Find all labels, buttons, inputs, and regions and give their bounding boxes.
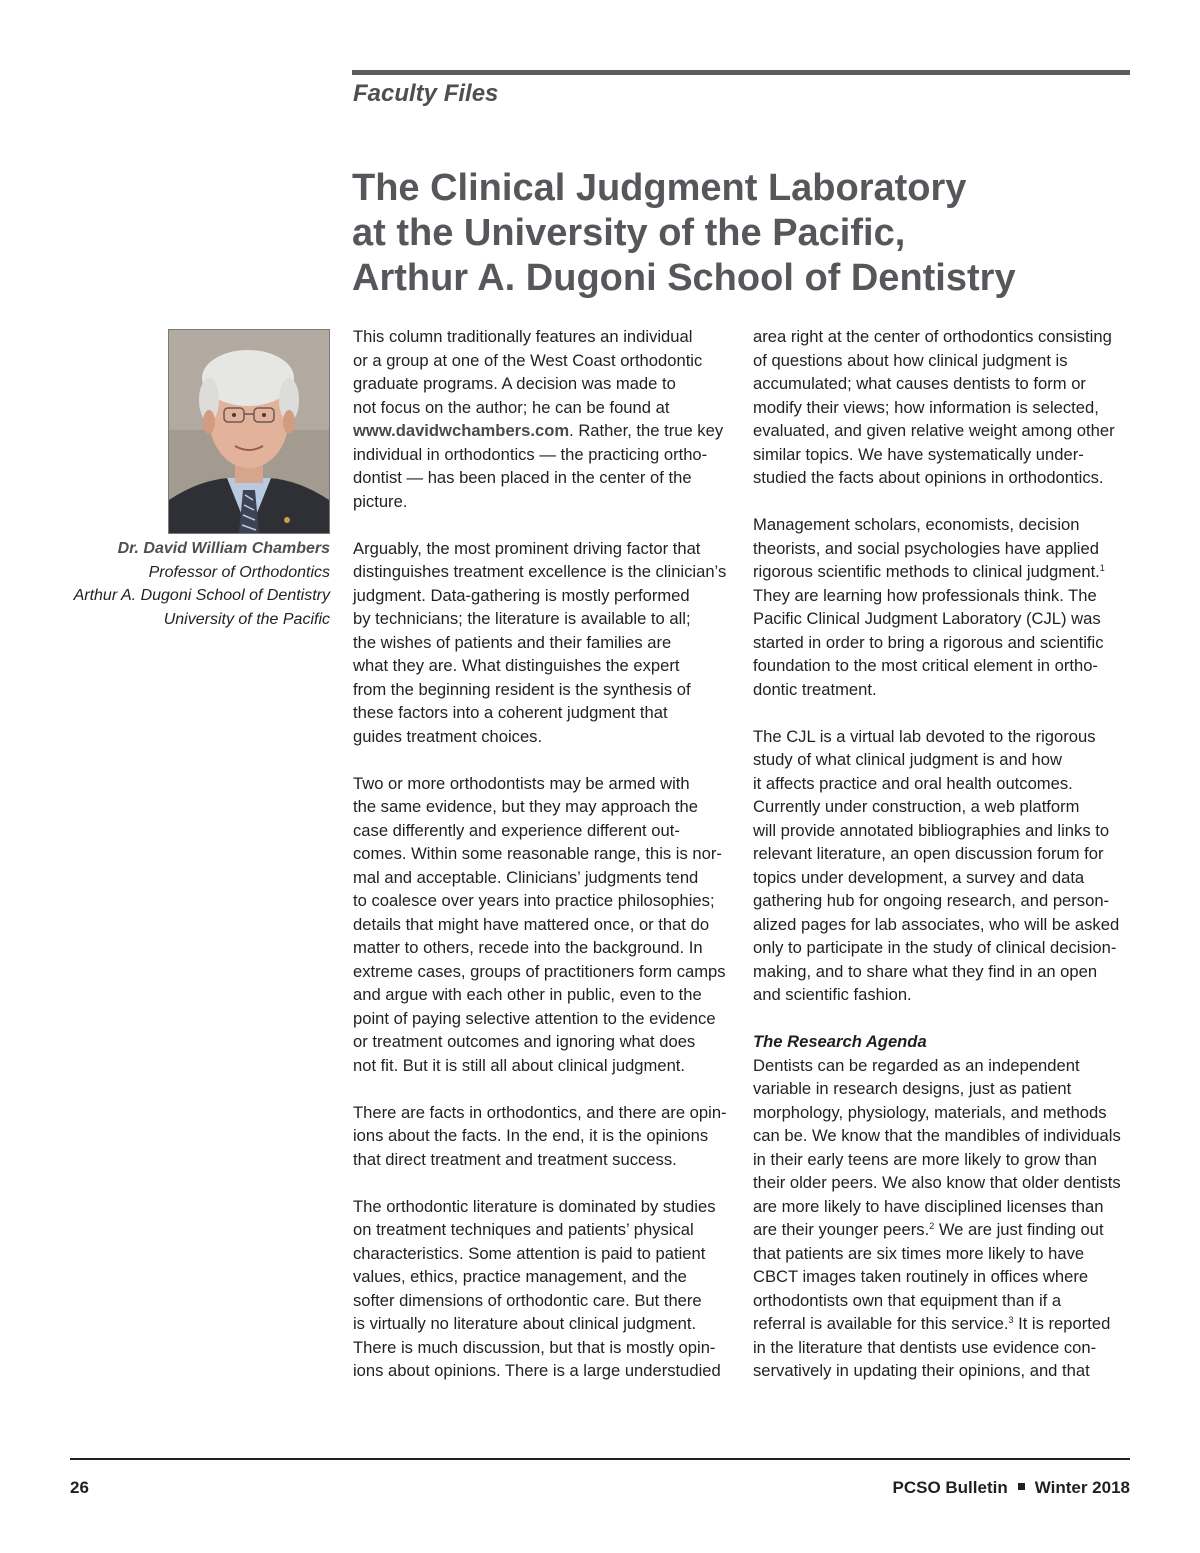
text-fragment: rigorous scientific methods to clinical judgment. — [753, 562, 1100, 581]
text-line: that direct treatment and treatment success. — [353, 1149, 677, 1169]
paragraph — [753, 1030, 1133, 1383]
separator-square-icon — [1018, 1483, 1025, 1490]
text-line: There is much discussion, but that is mostly opin- — [353, 1337, 716, 1357]
article-title — [352, 166, 1130, 301]
text-line: alized pages for lab associates, who will be asked — [753, 914, 1120, 934]
text-line: mal and acceptable. Clinicians’ judgments tend — [353, 867, 699, 887]
text-line: of questions about how clinical judgment is — [753, 350, 1068, 370]
paragraph — [353, 1101, 733, 1172]
text-line: from the beginning resident is the synthesis of — [353, 679, 691, 699]
text-line: and argue with each other in public, even to the — [353, 985, 702, 1004]
title-line: Arthur A. Dugoni School of Dentistry — [352, 257, 1016, 299]
text-line — [353, 419, 733, 443]
text-line: variable in research designs, just as patient — [753, 1079, 1072, 1098]
text-line: studied the facts about opinions in orthodontics. — [753, 468, 1104, 487]
text-line: will provide annotated bibliographies and links to — [753, 820, 1110, 840]
text-line: and scientific fashion. — [753, 985, 912, 1004]
text-line: guides treatment choices. — [353, 726, 543, 746]
text-fragment: We are just finding out — [934, 1220, 1104, 1239]
text-line: characteristics. Some attention is paid to patient — [353, 1243, 706, 1263]
text-line: in the literature that dentists use evidence con- — [753, 1337, 1097, 1357]
text-line: gathering hub for ongoing research, and person- — [753, 891, 1110, 910]
text-line: comes. Within some reasonable range, this is nor- — [353, 844, 722, 863]
text-line: Pacific Clinical Judgment Laboratory (CJL) was — [753, 609, 1101, 628]
paragraph — [353, 1195, 733, 1383]
text-line: by technicians; the literature is available to all; — [353, 609, 691, 628]
title-line: The Clinical Judgment Laboratory — [352, 167, 967, 209]
text-line: morphology, physiology, materials, and methods — [753, 1102, 1107, 1122]
text-line: the same evidence, but they may approach the — [353, 797, 698, 816]
footnote-ref: 3 — [1008, 1315, 1014, 1325]
text-line: There are facts in orthodontics, and there are opin- — [353, 1102, 727, 1122]
author-name: Dr. David William Chambers — [117, 540, 330, 557]
text-line: graduate programs. A decision was made to — [353, 374, 676, 393]
text-line: these factors into a coherent judgment that — [353, 703, 668, 722]
text-line: or a group at one of the West Coast orthodontic — [353, 350, 703, 370]
text-fragment: It is reported — [1013, 1314, 1111, 1333]
text-line: judgment. Data-gathering is mostly performed — [353, 585, 690, 605]
title-line: at the University of the Pacific, — [352, 212, 906, 254]
text-line: softer dimensions of orthodontic care. But there — [353, 1290, 702, 1310]
header-rule — [352, 70, 1130, 75]
text-line: area right at the center of orthodontics consisting — [753, 327, 1112, 346]
publication-name: PCSO Bulletin — [892, 1478, 1008, 1497]
text-line: on treatment techniques and patients’ physical — [353, 1220, 694, 1239]
text-line: Management scholars, economists, decision — [753, 515, 1080, 534]
text-fragment: referral is available for this service. — [753, 1314, 1009, 1333]
footer-publication — [892, 1478, 1130, 1498]
author-website-link[interactable]: www.davidwchambers.com — [353, 421, 570, 440]
text-line: individual in orthodontics — the practicing ortho- — [353, 444, 708, 464]
text-line: is virtually no literature about clinical judgment. — [353, 1314, 697, 1333]
text-line: This column traditionally features an individual — [353, 327, 693, 346]
text-line: that patients are six times more likely to have — [753, 1243, 1085, 1263]
text-line: ions about the facts. In the end, it is the opinions — [353, 1126, 709, 1145]
text-line: CBCT images taken routinely in offices where — [753, 1267, 1089, 1286]
section-label: Faculty Files — [353, 80, 499, 107]
text-line: the wishes of patients and their families are — [353, 632, 672, 652]
text-line: The orthodontic literature is dominated by studies — [353, 1196, 716, 1216]
text-line: evaluated, and given relative weight among other — [753, 421, 1115, 440]
text-line — [753, 1218, 1133, 1242]
section-subheading: The Research Agenda — [753, 1032, 927, 1051]
footnote-ref: 1 — [1099, 563, 1105, 573]
text-line — [753, 1312, 1133, 1336]
paragraph — [753, 325, 1133, 490]
text-line: relevant literature, an open discussion forum for — [753, 844, 1104, 863]
paragraph — [753, 513, 1133, 701]
text-line: point of paying selective attention to the evidence — [353, 1008, 716, 1028]
page-number: 26 — [70, 1478, 89, 1497]
issue-date: Winter 2018 — [1034, 1478, 1130, 1497]
column-right — [753, 325, 1133, 1406]
text-line: modify their views; how information is selected, — [753, 397, 1099, 417]
text-line: They are learning how professionals think. The — [753, 585, 1097, 605]
text-line: study of what clinical judgment is and how — [753, 750, 1062, 769]
text-line: their older peers. We also know that older dentists — [753, 1173, 1121, 1192]
text-line: similar topics. We have systematically under- — [753, 444, 1084, 464]
text-line: are more likely to have disciplined licenses than — [753, 1196, 1104, 1216]
paragraph — [353, 772, 733, 1078]
text-line: not fit. But it is still all about clinical judgment. — [353, 1055, 686, 1075]
footnote-ref: 2 — [929, 1221, 935, 1231]
text-line: Arguably, the most prominent driving factor that — [353, 538, 701, 558]
text-line: it affects practice and oral health outcomes. — [753, 773, 1073, 793]
author-photo — [168, 329, 330, 534]
text-line: The CJL is a virtual lab devoted to the rigorous — [753, 726, 1096, 746]
text-line: orthodontists own that equipment than if a — [753, 1290, 1062, 1310]
text-line: what they are. What distinguishes the expert — [353, 656, 680, 675]
text-fragment: are their younger peers. — [753, 1220, 930, 1239]
column-left — [353, 325, 733, 1406]
text-line: Dentists can be regarded as an independent — [753, 1055, 1080, 1075]
text-line: started in order to bring a rigorous and scientific — [753, 632, 1104, 652]
text-line: to coalesce over years into practice philosophies; — [353, 891, 715, 910]
text-line: Two or more orthodontists may be armed with — [353, 773, 690, 793]
text-line: servatively in updating their opinions, and that — [753, 1361, 1090, 1380]
text-line: or treatment outcomes and ignoring what does — [353, 1032, 696, 1051]
text-line: case differently and experience different out- — [353, 820, 680, 840]
text-line: accumulated; what causes dentists to form or — [753, 374, 1086, 393]
text-line: not focus on the author; he can be found at — [353, 397, 670, 417]
text-line — [753, 560, 1133, 584]
author-school: Arthur A. Dugoni School of Dentistry — [73, 587, 330, 604]
text-line: dontic treatment. — [753, 679, 877, 699]
paragraph — [353, 537, 733, 749]
paragraph — [753, 725, 1133, 1007]
author-caption — [40, 537, 330, 631]
text-line: matter to others, recede into the background. In — [353, 938, 703, 957]
text-fragment: . Rather, the true key — [569, 421, 724, 440]
text-line: foundation to the most critical element in ortho- — [753, 656, 1098, 675]
text-line: picture. — [353, 491, 408, 511]
text-line: making, and to share what they find in an open — [753, 961, 1098, 981]
text-line: can be. We know that the mandibles of individuals — [753, 1126, 1121, 1145]
footer-rule — [70, 1458, 1130, 1460]
text-line: dontist — has been placed in the center of the — [353, 468, 692, 487]
text-line: ions about opinions. There is a large understudied — [353, 1361, 721, 1380]
text-line: in their early teens are more likely to grow than — [753, 1149, 1098, 1169]
text-line: values, ethics, practice management, and the — [353, 1267, 687, 1286]
text-line: only to participate in the study of clinical decision- — [753, 938, 1117, 957]
text-line: extreme cases, groups of practitioners form camps — [353, 961, 726, 981]
author-university: University of the Pacific — [163, 610, 330, 628]
author-role: Professor of Orthodontics — [148, 563, 330, 581]
text-line: Currently under construction, a web platform — [753, 797, 1080, 816]
text-line: distinguishes treatment excellence is the clinician’s — [353, 562, 727, 581]
text-line: topics under development, a survey and data — [753, 867, 1085, 887]
text-line: theorists, and social psychologies have applied — [753, 538, 1099, 558]
text-line: details that might have mattered once, or that do — [353, 914, 710, 934]
paragraph — [353, 325, 733, 513]
